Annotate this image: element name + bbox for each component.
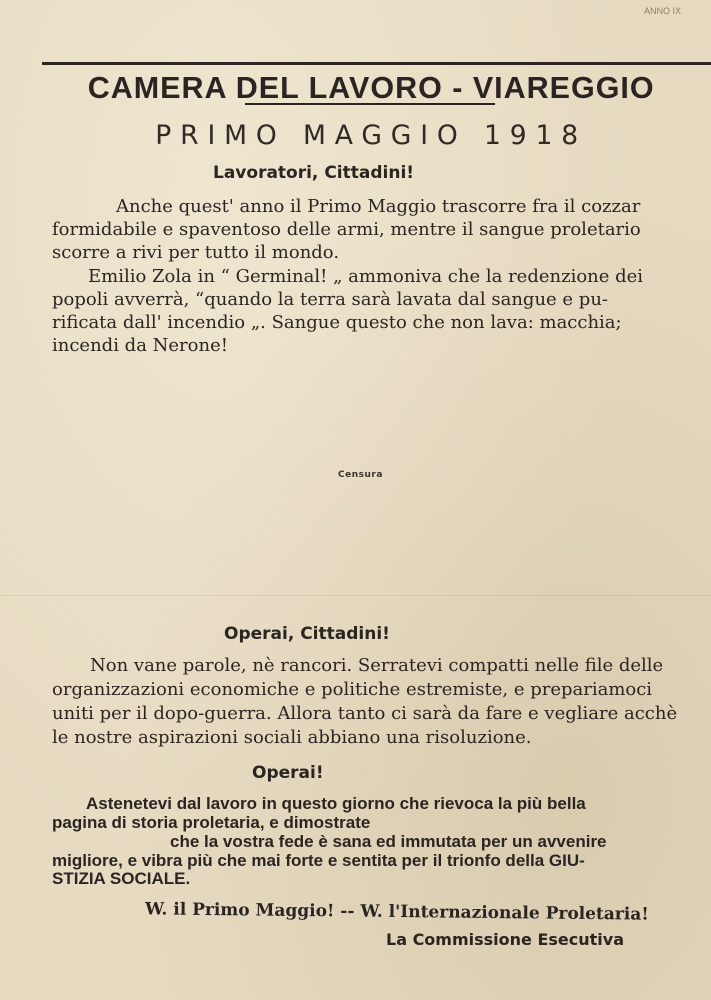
text-line: formidabile e spaventoso delle armi, mentre il sangue proletario — [52, 219, 641, 240]
text-line: organizzazioni economiche e politiche estremiste, e prepariamoci — [52, 679, 653, 700]
text-line: le nostre aspirazioni sociali abbiano una risoluzione. — [52, 727, 532, 748]
corner-label: ANNO IX — [643, 6, 681, 16]
text-line: Astenetevi dal lavoro in questo giorno che rievoca la più bella — [86, 794, 586, 813]
text-line: migliore, e vibra più che mai forte e sentita per il trionfo della GIU- — [52, 851, 585, 870]
censorship-note: Censura — [338, 470, 383, 480]
page-header: CAMERA DEL LAVORO - VIAREGGIO — [87, 70, 655, 105]
text-line: Anche quest' anno il Primo Maggio trascorre fra il cozzar — [116, 196, 641, 217]
salutation-operai: Operai! — [252, 763, 324, 783]
header-underline — [245, 103, 495, 105]
text-line: uniti per il dopo-guerra. Allora tanto ci sarà da fare e vegliare acchè — [52, 703, 678, 724]
paper-fold — [0, 595, 711, 596]
text-line: incendi da Nerone! — [52, 335, 228, 356]
signature: La Commissione Esecutiva — [386, 930, 624, 949]
page-title: PRIMO MAGGIO 1918 — [155, 120, 588, 151]
salutation-operai-cittadini: Operai, Cittadini! — [224, 624, 390, 644]
text-line: rificata dall' incendio „. Sangue questo che non lava: macchia; — [52, 312, 622, 333]
salutation-lavoratori: Lavoratori, Cittadini! — [213, 163, 415, 183]
text-line: che la vostra fede è sana ed immutata per un avvenire — [170, 832, 607, 851]
text-line: popoli avverrà, “quando la terra sarà lavata dal sangue e pu- — [52, 289, 608, 310]
text-line: scorre a rivi per tutto il mondo. — [52, 242, 340, 263]
text-line: Non vane parole, nè rancori. Serratevi compatti nelle file delle — [90, 655, 664, 676]
text-line: pagina di storia proletaria, e dimostrate — [52, 813, 371, 832]
text-line: Emilio Zola in “ Germinal! „ ammoniva che la redenzione dei — [88, 266, 644, 287]
text-line: STIZIA SOCIALE. — [52, 869, 191, 888]
top-rule — [42, 62, 711, 65]
closing-slogan: W. il Primo Maggio! -- W. l'Internazionale Proletaria! — [144, 899, 649, 925]
